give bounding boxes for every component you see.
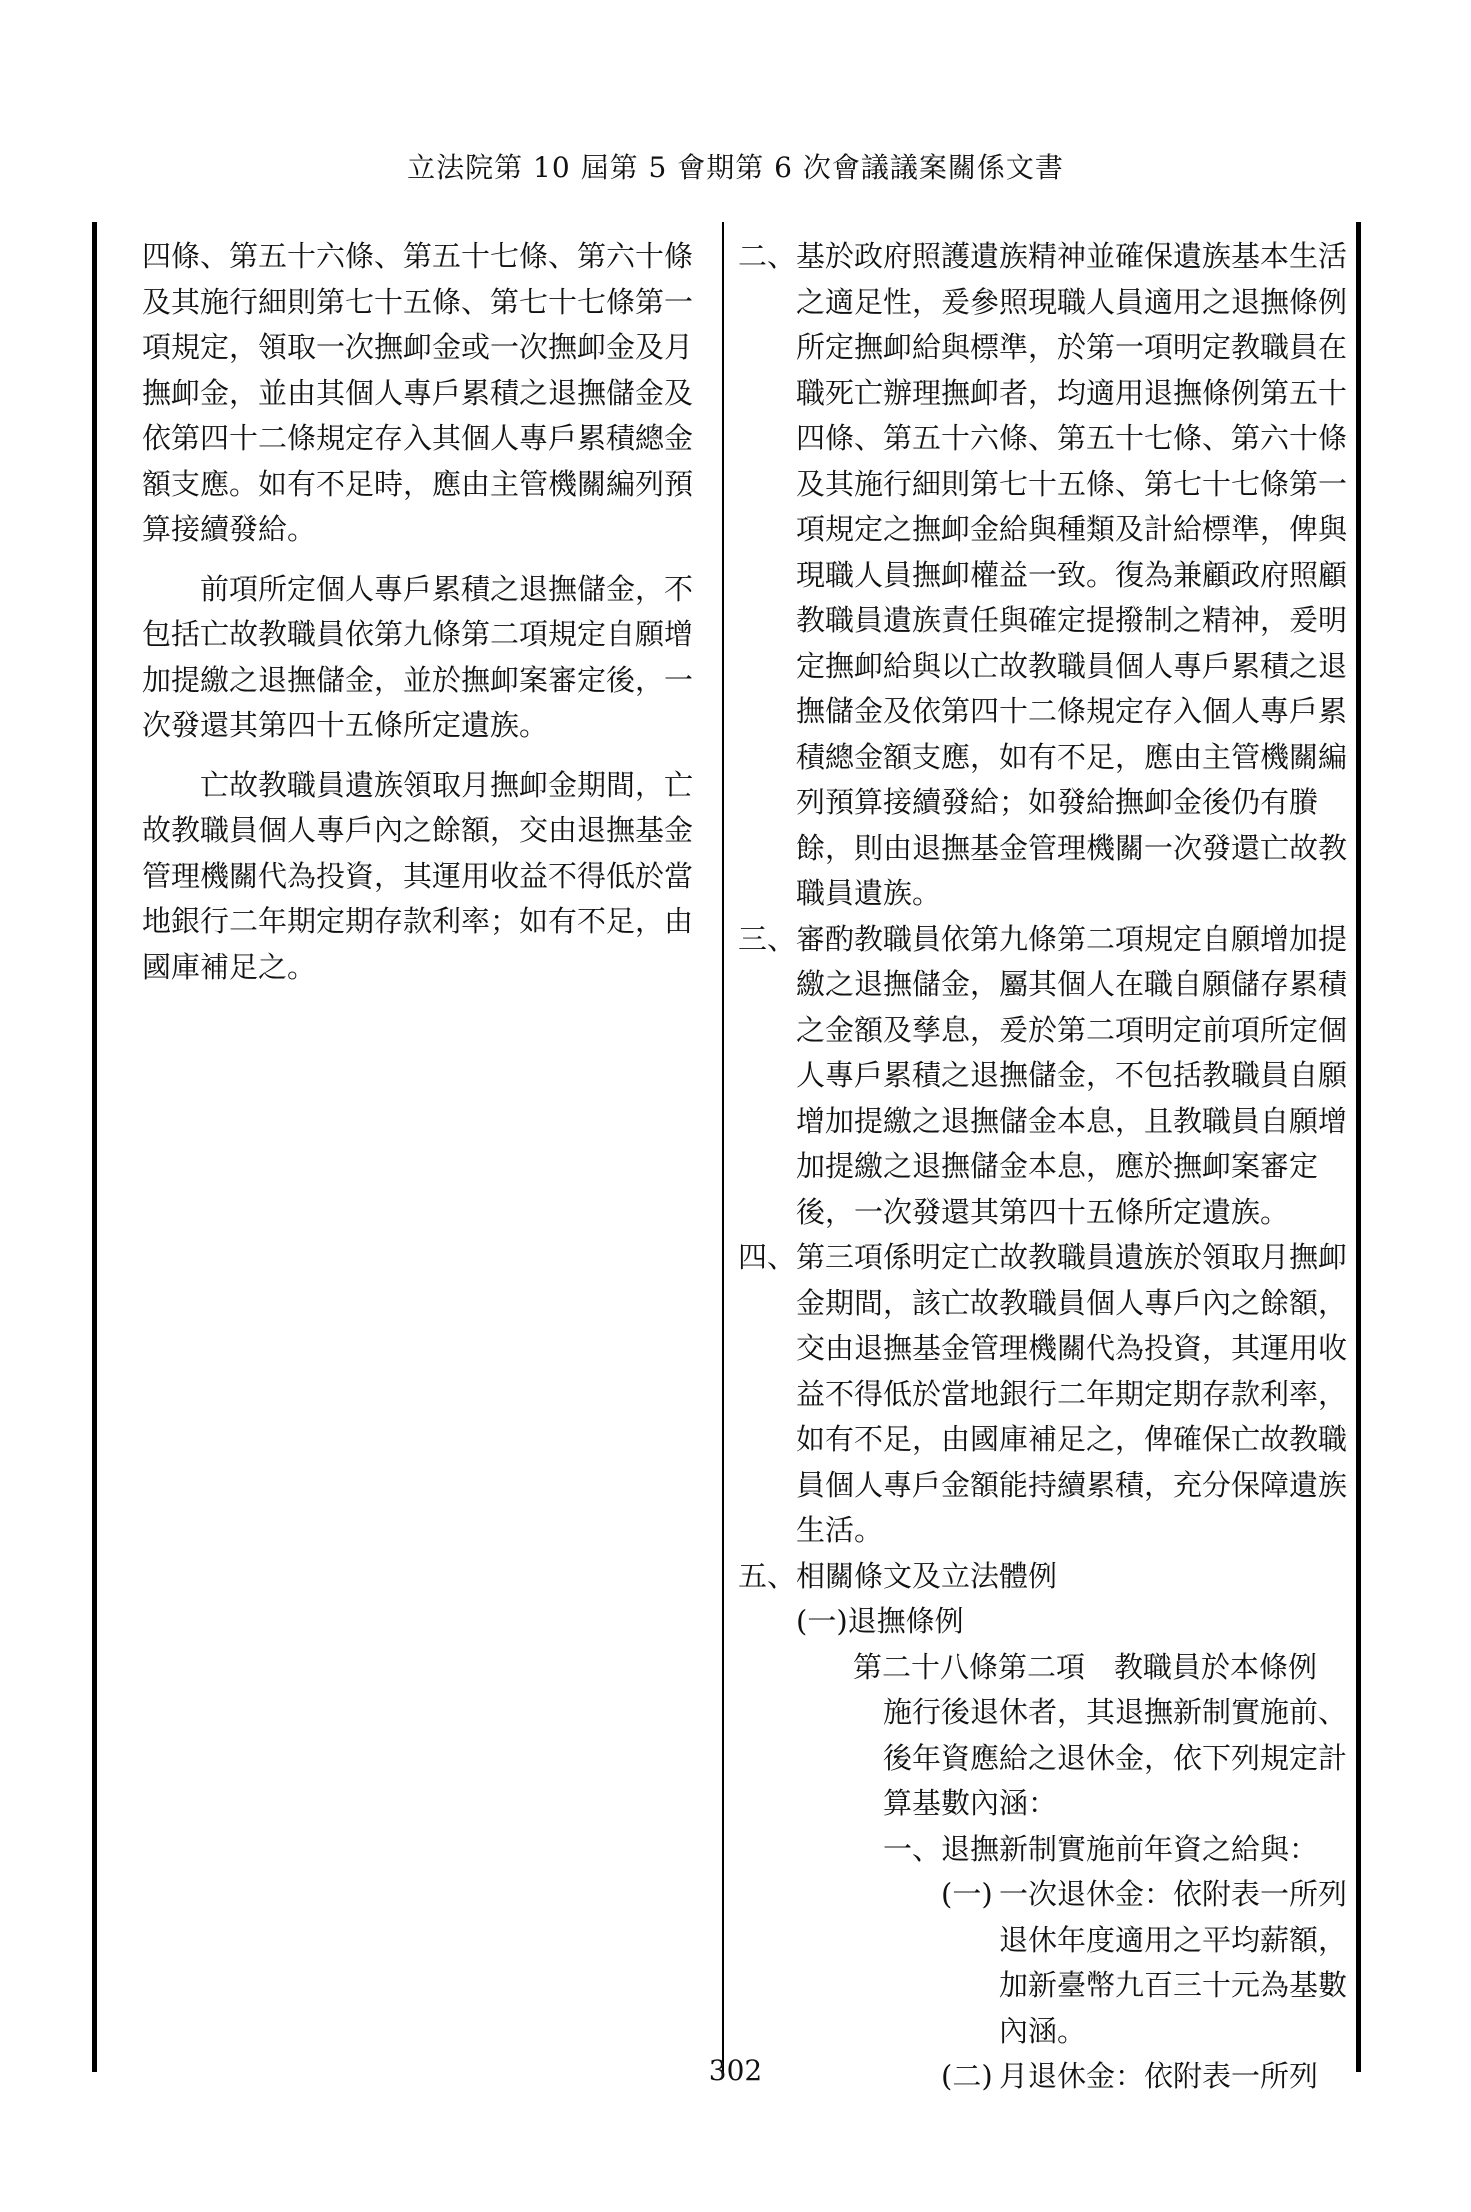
left-border-line — [92, 222, 97, 2072]
sub-clause-1 — [941, 1872, 1350, 2054]
right-border-line — [1356, 222, 1361, 2072]
left-column — [142, 234, 704, 990]
left-paragraph-1: 四條、第五十六條、第五十七條、第六十條及其施行細則第七十五條、第七十七條第一項規定，領取一次撫卹金或一次撫卹金及月撫卹金，並由其個人專戶累積之退撫儲金及依第四十二條規定存入其個人專戶累積總金額支應。如有不足時，應由主管機關編列預算接續發給。 — [142, 239, 694, 546]
sub-clause-number: (一) — [941, 1877, 993, 1911]
item-number: 五、 — [738, 1558, 797, 1593]
sub-heading: (一)退撫條例 — [796, 1604, 964, 1638]
item-text: 審酌教職員依第九條第二項規定自願增加提繳之退撫儲金，屬其個人在職自願儲存累積之金額及孳息，爰於第二項明定前項所定個人專戶累積之退撫儲金，不包括教職員自願增加提繳之退撫儲金本息，且教職員自願增加提繳之退撫儲金本息，應於撫卹案審定後，一次發還其第四十五條所定遺族。 — [796, 921, 1348, 1229]
explanation-item-3 — [738, 917, 1350, 1236]
column-divider — [722, 222, 724, 2072]
item-number: 二、 — [738, 239, 797, 273]
item-text: 基於政府照護遺族精神並確保遺族基本生活之適足性，爰參照現職人員適用之退撫條例所定撫卹給與標準，於第一項明定教職員在職死亡辦理撫卹者，均適用退撫條例第五十四條、第五十六條、第五十七條、第六十條及其施行細則第七十五條、第七十七條第一項規定之撫卹金給與種類及計給標準，俾與現職人員撫卹權益一致。復為兼顧政府照顧教職員遺族責任與確定提撥制之精神，爰明定撫卹給與以亡故教職員個人專戶累積之退撫儲金及依第四十二條規定存入個人專戶累積總金額支應，如有不足，應由主管機關編列預算接續發給；如發給撫卹金後仍有賸餘，則由退撫基金管理機關一次發還亡故教職員遺族。 — [796, 239, 1348, 910]
item-text: 相關條文及立法體例 — [796, 1558, 1058, 1593]
left-paragraph-3: 亡故教職員遺族領取月撫卹金期間，亡故教職員個人專戶內之餘額，交由退撫基金管理機關代為投資，其運用收益不得低於當地銀行二年期定期存款利率；如有不足，由國庫補足之。 — [142, 767, 694, 984]
page-header: 立法院第 10 屆第 5 會期第 6 次會議議案關係文書 — [407, 151, 1064, 184]
explanation-item-5 — [738, 1554, 1350, 1600]
explanation-item-4 — [738, 1235, 1350, 1554]
article-quote — [853, 1645, 1350, 1827]
item-number: 三、 — [738, 921, 797, 956]
item-text: 第三項係明定亡故教職員遺族於領取月撫卹金期間，該亡故教職員個人專戶內之餘額，交由退撫基金管理機關代為投資，其運用收益不得低於當地銀行二年期定期存款利率，如有不足，由國庫補足之，俾確保亡故教職員個人專戶金額能持續累積，充分保障遺族生活。 — [796, 1240, 1348, 1547]
clause-number: 一、 — [883, 1831, 942, 1866]
item-number: 四、 — [738, 1240, 797, 1274]
right-column — [738, 234, 1350, 2100]
page-number: 302 — [708, 2054, 763, 2087]
explanation-item-2 — [738, 234, 1350, 917]
sub-clause-text: 一次退休金：依附表一所列退休年度適用之平均薪額，加新臺幣九百三十元為基數內涵。 — [999, 1877, 1348, 2048]
clause-text: 退撫新制實施前年資之給與： — [941, 1831, 1319, 1866]
left-paragraph-2: 前項所定個人專戶累積之退撫儲金，不包括亡故教職員依第九條第二項規定自願增加提繳之退撫儲金，並於撫卹案審定後，一次發還其第四十五條所定遺族。 — [142, 571, 694, 742]
sub-clause-number: (二) — [941, 2059, 993, 2093]
sub-clause-text: 月退休金：依附表一所列 — [999, 2059, 1319, 2093]
article-head: 第二十八條第二項 教職員於本條例 — [853, 1649, 1318, 1684]
article-clause-1 — [883, 1827, 1350, 1873]
article-body: 施行後退休者，其退撫新制實施前、後年資應給之退休金，依下列規定計算基數內涵： — [883, 1695, 1348, 1820]
